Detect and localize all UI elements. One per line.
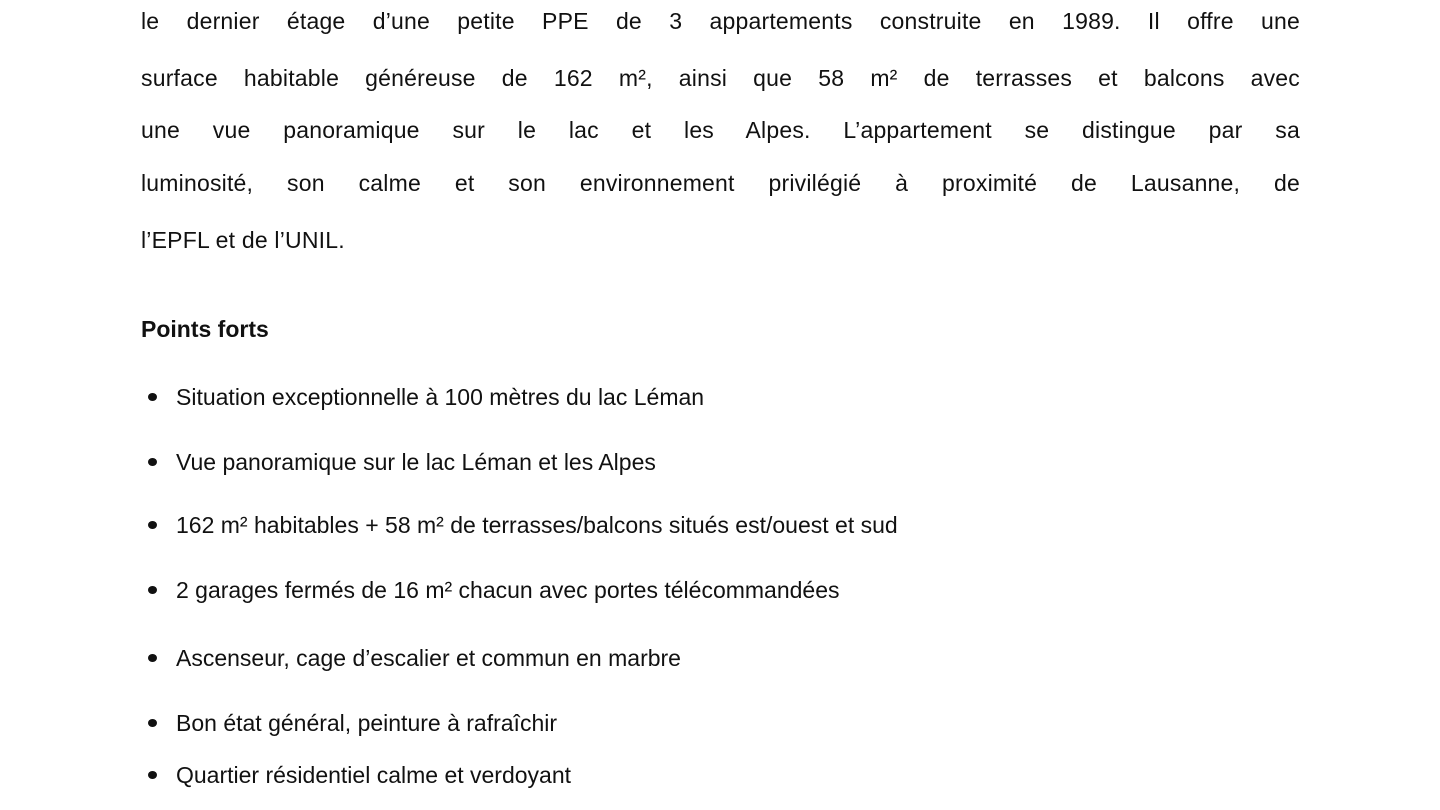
list-item-text: Ascenseur, cage d’escalier et commun en marbre xyxy=(176,645,681,671)
list-item xyxy=(148,382,704,412)
list-item xyxy=(148,447,656,477)
list-item-text: Vue panoramique sur le lac Léman et les Alpes xyxy=(176,449,656,475)
list-item xyxy=(148,510,898,540)
paragraph-line: luminosité, son calme et son environnement privilégié à proximité de Lausanne, de xyxy=(141,170,1300,196)
bullet-icon xyxy=(148,586,157,594)
bullet-icon xyxy=(148,654,157,662)
list-item-text: 162 m² habitables + 58 m² de terrasses/balcons situés est/ouest et sud xyxy=(176,512,898,538)
section-heading: Points forts xyxy=(141,316,269,342)
list-item-text: Quartier résidentiel calme et verdoyant xyxy=(176,762,572,788)
list-item-text: Bon état général, peinture à rafraîchir xyxy=(176,710,558,736)
list-item-text: Situation exceptionnelle à 100 mètres du lac Léman xyxy=(176,384,705,410)
list-item xyxy=(148,575,840,605)
paragraph-line: le dernier étage d’une petite PPE de 3 appartements construite en 1989. Il offre une xyxy=(141,8,1300,34)
paragraph-line: une vue panoramique sur le lac et les Alpes. L’appartement se distingue par sa xyxy=(141,117,1300,143)
list-item xyxy=(148,708,557,738)
bullet-icon xyxy=(148,771,157,779)
list-item xyxy=(148,643,681,673)
bullet-icon xyxy=(148,521,157,529)
list-item-text: 2 garages fermés de 16 m² chacun avec portes télécommandées xyxy=(176,577,840,603)
bullet-icon xyxy=(148,458,157,466)
list-item xyxy=(148,760,571,790)
bullet-icon xyxy=(148,393,157,401)
paragraph-line: l’EPFL et de l’UNIL. xyxy=(141,227,345,253)
paragraph-line: surface habitable généreuse de 162 m², ainsi que 58 m² de terrasses et balcons avec xyxy=(141,65,1300,91)
bullet-icon xyxy=(148,719,157,727)
